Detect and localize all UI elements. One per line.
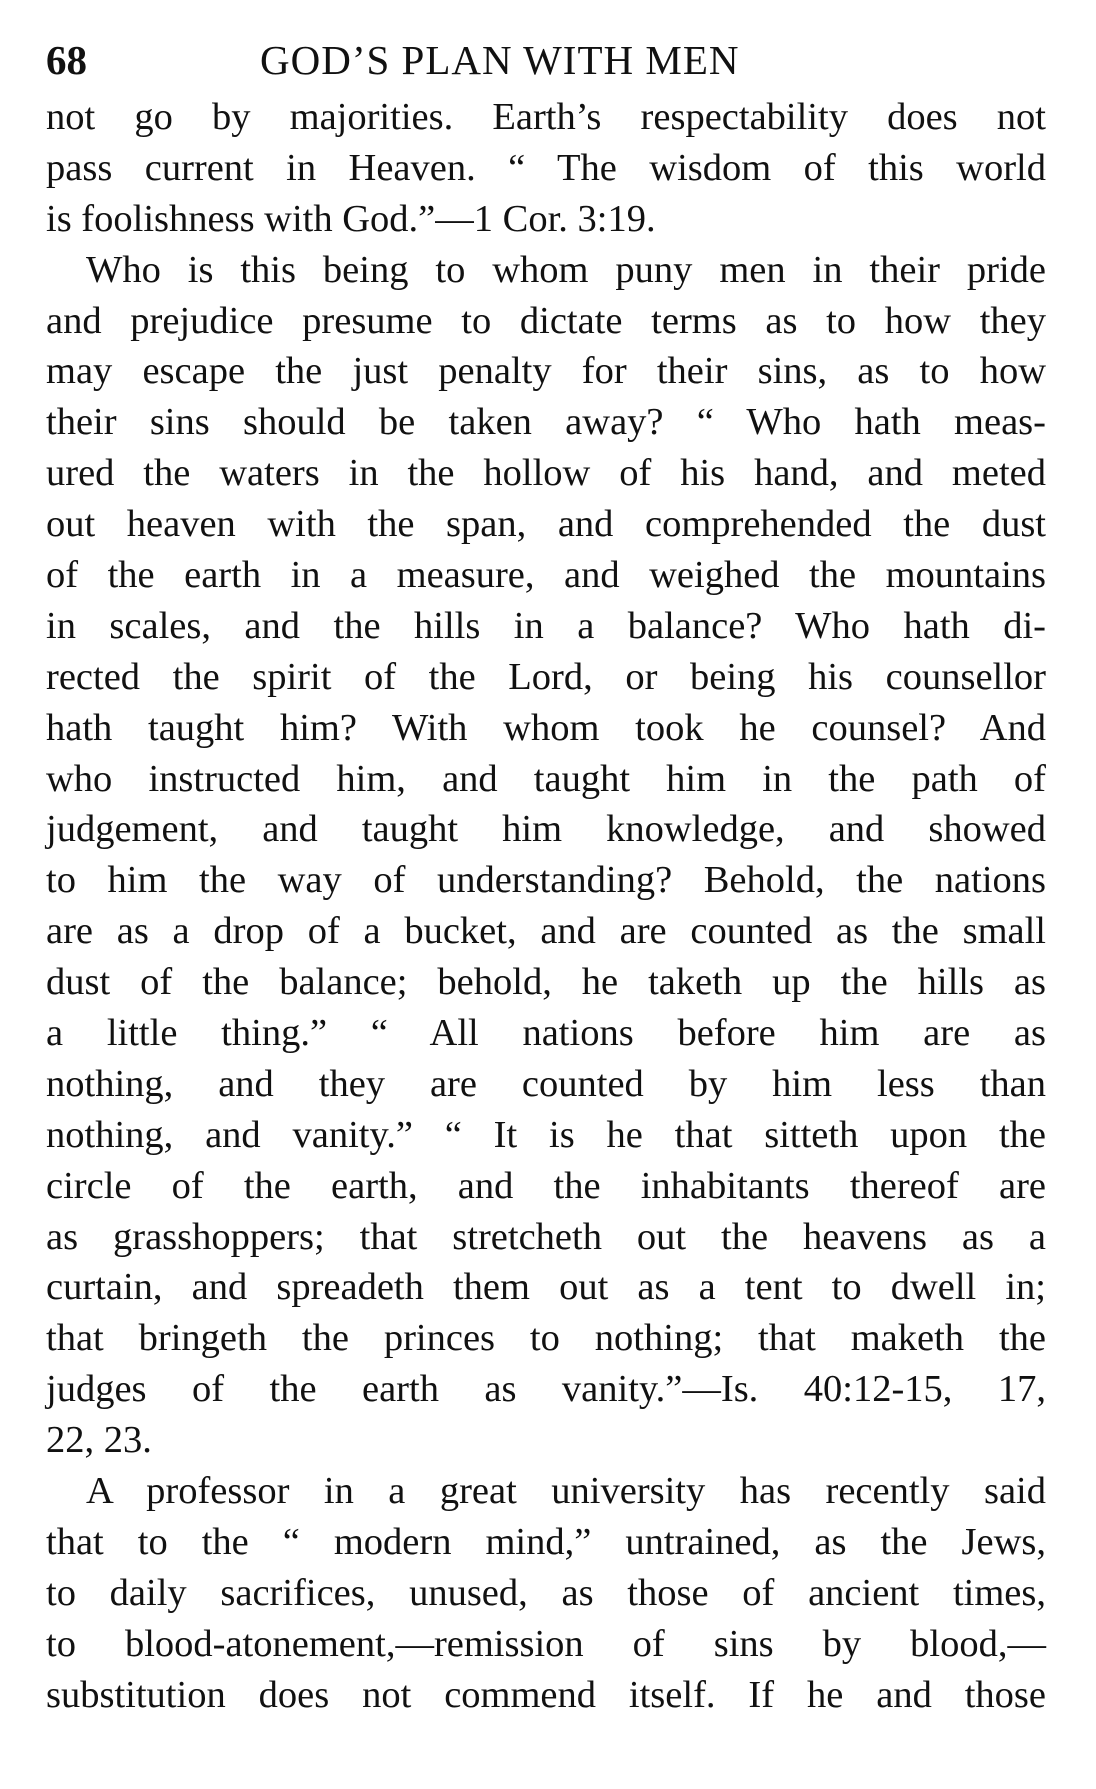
- text-line: judges of the earth as vanity.”—Is. 40:12-15, 17,: [46, 1368, 1046, 1411]
- paragraph: [46, 92, 1046, 245]
- book-page: [46, 28, 1046, 1721]
- text-line: out heaven with the span, and comprehended the dust: [46, 503, 1046, 546]
- text-line: and prejudice presume to dictate terms as to how they: [46, 299, 1046, 342]
- text-line: nothing, and they are counted by him less than: [46, 1062, 1046, 1105]
- text-line: 22, 23.: [46, 1419, 152, 1462]
- text-line: hath taught him? With whom took he counsel? And: [46, 706, 1046, 749]
- body-text: [46, 92, 1046, 1721]
- text-line: as grasshoppers; that stretcheth out the heavens as a: [46, 1215, 1046, 1258]
- paragraph: [46, 245, 1046, 1466]
- text-line: A professor in a great university has recently said: [86, 1470, 1046, 1513]
- text-line: to blood-atonement,—remission of sins by blood,—: [46, 1622, 1046, 1665]
- text-line: dust of the balance; behold, he taketh up the hills as: [46, 961, 1046, 1004]
- text-line: a little thing.” “ All nations before him are as: [46, 1012, 1046, 1055]
- text-line: ured the waters in the hollow of his hand, and meted: [46, 452, 1046, 495]
- text-line: judgement, and taught him knowledge, and showed: [46, 808, 1046, 851]
- text-line: is foolishness with God.”—1 Cor. 3:19.: [46, 197, 656, 240]
- text-line: of the earth in a measure, and weighed the mountains: [46, 554, 1046, 597]
- text-line: nothing, and vanity.” “ It is he that sitteth upon the: [46, 1113, 1046, 1156]
- page-header: [46, 28, 1046, 92]
- running-title: GOD’S PLAN WITH MEN: [260, 37, 740, 83]
- text-line: to him the way of understanding? Behold, the nations: [46, 859, 1046, 902]
- text-line: their sins should be taken away? “ Who hath meas-: [46, 401, 1046, 444]
- text-line: in scales, and the hills in a balance? Who hath di-: [46, 604, 1046, 647]
- text-line: pass current in Heaven. “ The wisdom of this world: [46, 146, 1046, 189]
- text-line: that bringeth the princes to nothing; that maketh the: [46, 1317, 1046, 1360]
- text-line: may escape the just penalty for their sins, as to how: [46, 350, 1046, 393]
- text-line: circle of the earth, and the inhabitants thereof are: [46, 1164, 1046, 1207]
- text-line: to daily sacrifices, unused, as those of ancient times,: [46, 1571, 1046, 1614]
- text-line: rected the spirit of the Lord, or being his counsellor: [46, 655, 1046, 698]
- text-line: Who is this being to whom puny men in their pride: [86, 248, 1046, 291]
- text-line: substitution does not commend itself. If he and those: [46, 1673, 1046, 1716]
- text-line: not go by majorities. Earth’s respectability does not: [46, 96, 1046, 138]
- text-line: curtain, and spreadeth them out as a tent to dwell in;: [46, 1266, 1046, 1309]
- paragraph: [46, 1466, 1046, 1720]
- text-line: that to the “ modern mind,” untrained, as the Jews,: [46, 1520, 1046, 1563]
- text-line: are as a drop of a bucket, and are counted as the small: [46, 910, 1046, 953]
- text-line: who instructed him, and taught him in the path of: [46, 757, 1046, 800]
- page-number: 68: [46, 37, 87, 83]
